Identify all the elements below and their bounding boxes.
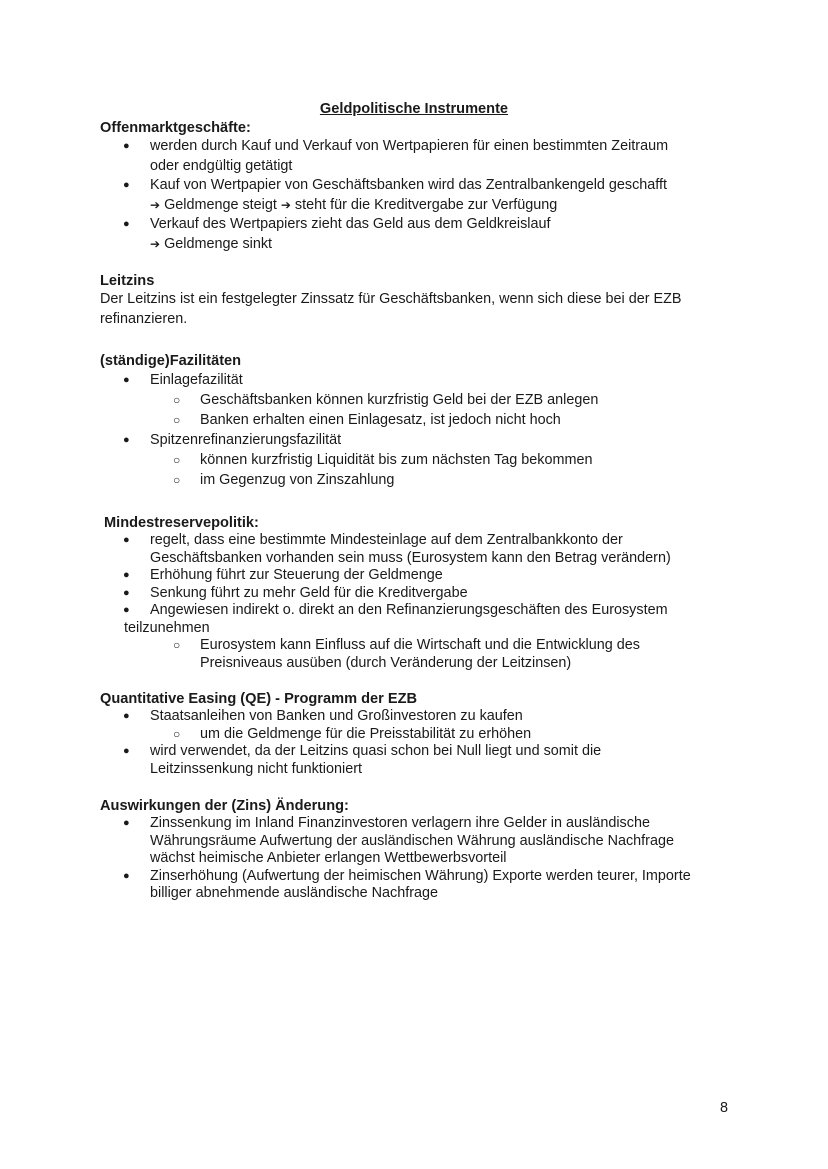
sub-bullet-list: [150, 390, 740, 430]
section-heading: Quantitative Easing (QE) - Programm der EZB: [100, 691, 418, 707]
list-item-text: ● Einlagefazilität: [150, 372, 243, 388]
section-heading: Mindestreservepolitik:: [104, 515, 259, 531]
list-item-text: ● Erhöhung führt zur Steuerung der Geldmenge: [150, 567, 443, 583]
sub-bullet-list: [150, 450, 740, 490]
section-leitzins: [100, 272, 740, 329]
section-auswirkungen: [100, 797, 740, 903]
section-heading: Offenmarktgeschäfte:: [100, 120, 251, 136]
list-item: [100, 532, 744, 567]
section-quantitative-easing: [100, 690, 740, 778]
bullet-list: [100, 815, 740, 903]
sub-list-item: ○ können kurzfristig Liquidität bis zum nächsten Tag bekommen: [150, 450, 740, 470]
list-item-text: ● Zinssenkung im Inland Finanzinvestoren verlagern ihre Gelder in ausländische: [150, 815, 650, 831]
list-item-text: ● Senkung führt zu mehr Geld für die Kreditvergabe: [150, 584, 468, 601]
list-item: [100, 370, 740, 430]
section-offenmarktgeschaefte: [100, 119, 740, 254]
arrow-right-icon: ➔: [150, 197, 161, 212]
section-heading: Leitzins: [100, 273, 155, 289]
section-heading: (ständige)Fazilitäten: [100, 353, 242, 369]
list-item-text: Währungsräume Aufwertung der ausländischen Währung ausländische Nachfrage: [150, 832, 674, 849]
list-item: [100, 602, 744, 672]
list-item: [100, 585, 744, 603]
bullet-list: [100, 708, 740, 778]
page-title: Geldpolitische Instrumente: [319, 101, 509, 117]
list-item-text: steht für die Kreditvergabe zur Verfügung: [294, 196, 558, 213]
list-item-text: ● Verkauf des Wertpapiers zieht das Geld aus dem Geldkreislauf: [150, 216, 551, 232]
list-item-text: teilzunehmen: [124, 619, 210, 636]
list-item-text: Geldmenge steigt: [164, 196, 277, 213]
list-item-text: oder endgültig getätigt: [150, 157, 293, 174]
sub-list-item: ○ um die Geldmenge für die Preisstabilität zu erhöhen: [150, 726, 740, 744]
page-number: 8: [719, 1100, 728, 1116]
sub-list-item: [150, 637, 744, 672]
sub-bullet-list: [150, 726, 740, 744]
list-item: [100, 743, 740, 778]
list-item-text: ● werden durch Kauf und Verkauf von Wertpapieren für einen bestimmten Zeitraum: [150, 138, 669, 154]
list-item-text: ● regelt, dass eine bestimmte Mindesteinlage auf dem Zentralbankkonto der: [150, 532, 623, 548]
sub-list-item: ○ im Gegenzug von Zinszahlung: [150, 470, 740, 490]
sub-bullet-list: [150, 637, 744, 672]
list-item: [100, 176, 740, 215]
list-item-text: ● Staatsanleihen von Banken und Großinvestoren zu kaufen: [150, 708, 523, 724]
list-item: [100, 215, 740, 254]
sub-list-item: ○ Banken erhalten einen Einlagesatz, ist jedoch nicht hoch: [150, 410, 740, 430]
list-item-text: [150, 235, 740, 255]
list-item-text: [150, 196, 740, 216]
list-item-text: ● Angewiesen indirekt o. direkt an den Refinanzierungsgeschäften des Eurosystem: [150, 602, 668, 618]
list-item-text: billiger abnehmende ausländische Nachfrage: [150, 885, 439, 901]
list-item-text: ● Kauf von Wertpapier von Geschäftsbanken wird das Zentralbankengeld geschafft: [150, 177, 668, 193]
list-item-text: ● Spitzenrefinanzierungsfazilität: [150, 432, 342, 448]
bullet-list: [100, 137, 740, 254]
list-item-text: ● Zinserhöhung (Aufwertung der heimischen Währung) Exporte werden teurer, Importe: [150, 867, 691, 884]
sub-list-item: ○ Geschäftsbanken können kurzfristig Geld bei der EZB anlegen: [150, 390, 740, 410]
list-item: [100, 708, 740, 743]
list-item-text: Geldmenge sinkt: [164, 235, 273, 252]
section-heading: Auswirkungen der (Zins) Änderung:: [100, 798, 349, 814]
list-item: [100, 430, 740, 490]
section-fazilitaeten: [100, 352, 740, 490]
list-item: [100, 137, 740, 176]
section-mindestreservepolitik: [104, 514, 744, 672]
list-item-text: ● wird verwendet, da der Leitzins quasi schon bei Null liegt und somit die: [150, 743, 602, 759]
list-item-text: Geschäftsbanken vorhanden sein muss (Eurosystem kann den Betrag verändern): [150, 549, 671, 566]
list-item: [100, 815, 740, 868]
list-item-text: Preisniveaus ausüben (durch Veränderung der Leitzinsen): [200, 654, 572, 671]
bullet-list: [100, 370, 740, 490]
arrow-right-icon: ➔: [280, 197, 291, 212]
paragraph: Der Leitzins ist ein festgelegter Zinssatz für Geschäftsbanken, wenn sich diese bei der EZB refinanzieren.: [100, 291, 682, 327]
arrow-right-icon: ➔: [150, 236, 161, 251]
list-item-text: Leitzinssenkung nicht funktioniert: [150, 760, 362, 777]
list-item-text: ○ Eurosystem kann Einfluss auf die Wirtschaft und die Entwicklung des: [200, 637, 640, 653]
bullet-list: [100, 532, 744, 672]
list-item-text: wächst heimische Anbieter erlangen Wettbewerbsvorteil: [150, 850, 507, 866]
list-item: [100, 567, 744, 585]
list-item: [100, 868, 740, 903]
